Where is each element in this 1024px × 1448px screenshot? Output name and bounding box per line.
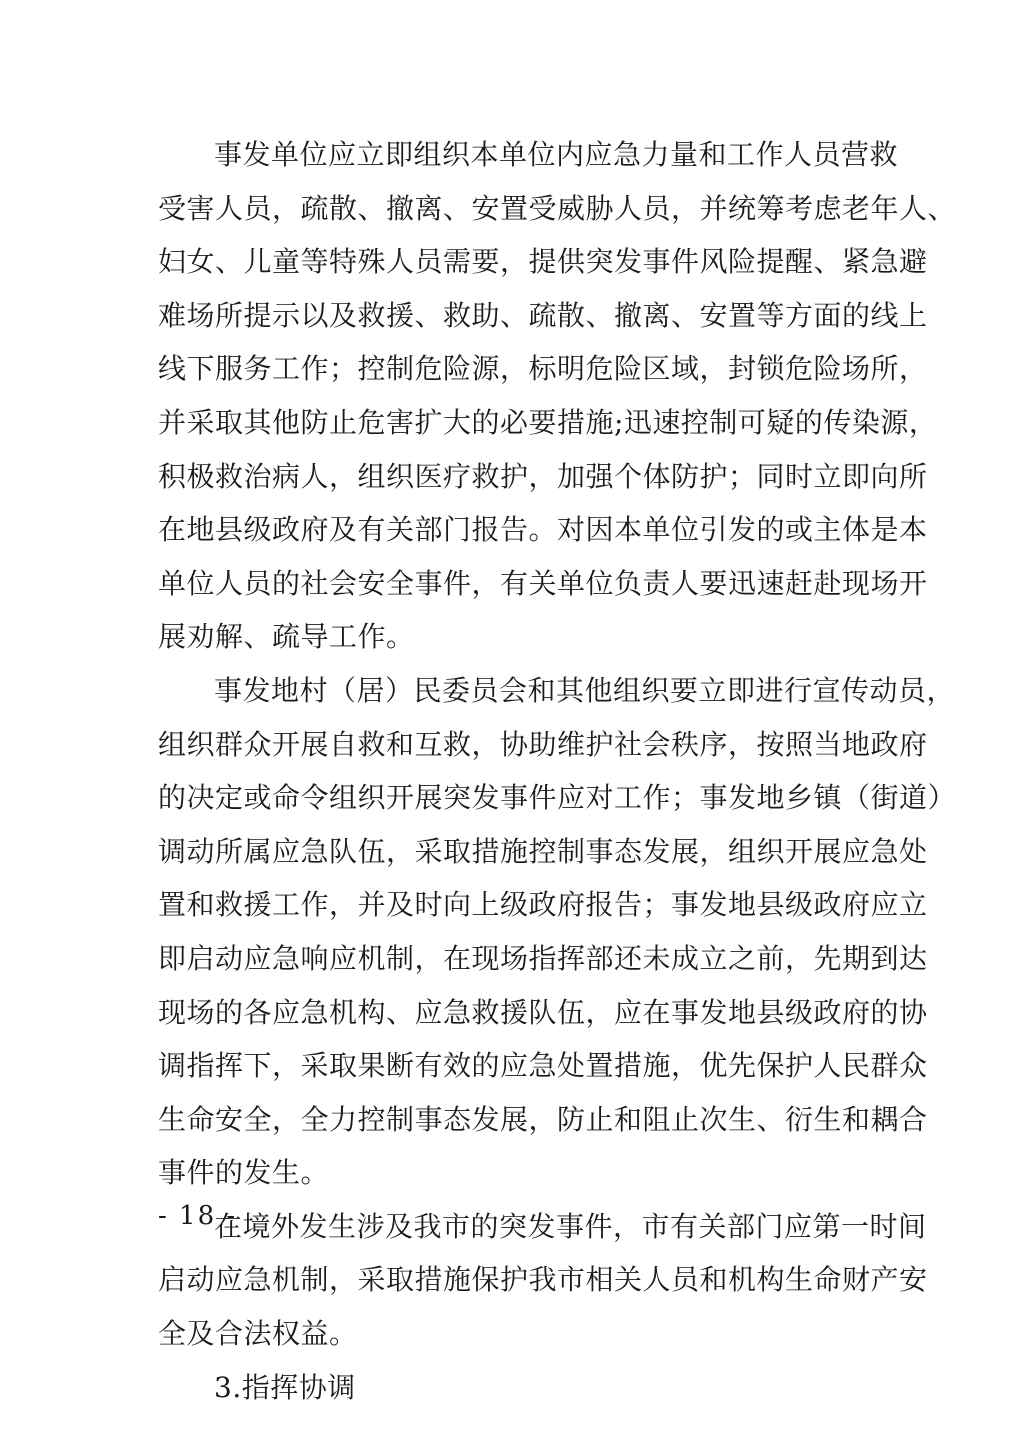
paragraph-1-line-7: 积极救治病人，组织医疗救护，加强个体防护；同时立即向所 bbox=[158, 459, 928, 493]
paragraph-1-line-8: 在地县级政府及有关部门报告。对因本单位引发的或主体是本 bbox=[158, 513, 928, 547]
document-body bbox=[158, 128, 957, 1414]
paragraph-3-line-2: 启动应急机制，采取措施保护我市相关人员和机构生命财产安 bbox=[158, 1263, 928, 1297]
paragraph-1-line-2: 受害人员，疏散、撤离、安置受威胁人员，并统筹考虑老年人、 bbox=[158, 191, 957, 225]
paragraph-2-line-8: 调指挥下，采取果断有效的应急处置措施，优先保护人民群众 bbox=[158, 1049, 928, 1083]
paragraph-2-line-7: 现场的各应急机构、应急救援队伍，应在事发地县级政府的协 bbox=[158, 995, 928, 1029]
paragraph-2-line-1: 事发地村（居）民委员会和其他组织要立即进行宣传动员， bbox=[214, 673, 956, 707]
section-heading: 3.指挥协调 bbox=[214, 1370, 356, 1404]
paragraph-2-line-10: 事件的发生。 bbox=[158, 1156, 330, 1190]
paragraph-2-line-2: 组织群众开展自救和互救，协助维护社会秩序，按照当地政府 bbox=[158, 727, 928, 761]
paragraph-2-line-4: 调动所属应急队伍，采取措施控制事态发展，组织开展应急处 bbox=[158, 834, 928, 868]
paragraph-2-line-9: 生命安全，全力控制事态发展，防止和阻止次生、衍生和耦合 bbox=[158, 1102, 928, 1136]
paragraph-1-line-1: 事发单位应立即组织本单位内应急力量和工作人员营救 bbox=[214, 138, 899, 171]
paragraph-3-line-1: 在境外发生涉及我市的突发事件，市有关部门应第一时间 bbox=[214, 1209, 927, 1243]
paragraph-1-line-9: 单位人员的社会安全事件，有关单位负责人要迅速赶赴现场开 bbox=[158, 566, 928, 600]
paragraph-1-line-10: 展劝解、疏导工作。 bbox=[158, 620, 415, 654]
paragraph-2-line-5: 置和救援工作，并及时向上级政府报告；事发地县级政府应立 bbox=[158, 888, 928, 922]
paragraph-1-line-4: 难场所提示以及救援、救助、疏散、撤离、安置等方面的线上 bbox=[158, 298, 928, 332]
paragraph-1-line-5: 线下服务工作；控制危险源，标明危险区域，封锁危险场所， bbox=[158, 352, 928, 386]
paragraph-1-line-3: 妇女、儿童等特殊人员需要，提供突发事件风险提醒、紧急避 bbox=[158, 245, 928, 279]
paragraph-2-line-6: 即启动应急响应机制，在现场指挥部还未成立之前，先期到达 bbox=[158, 941, 928, 975]
paragraph-3-line-3: 全及合法权益。 bbox=[158, 1317, 358, 1351]
page-number: - 18 - bbox=[158, 1201, 238, 1231]
paragraph-1-line-6: 并采取其他防止危害扩大的必要措施;迅速控制可疑的传染源， bbox=[158, 405, 938, 439]
paragraph-2-line-3: 的决定或命令组织开展突发事件应对工作；事发地乡镇（街道） bbox=[158, 781, 957, 815]
